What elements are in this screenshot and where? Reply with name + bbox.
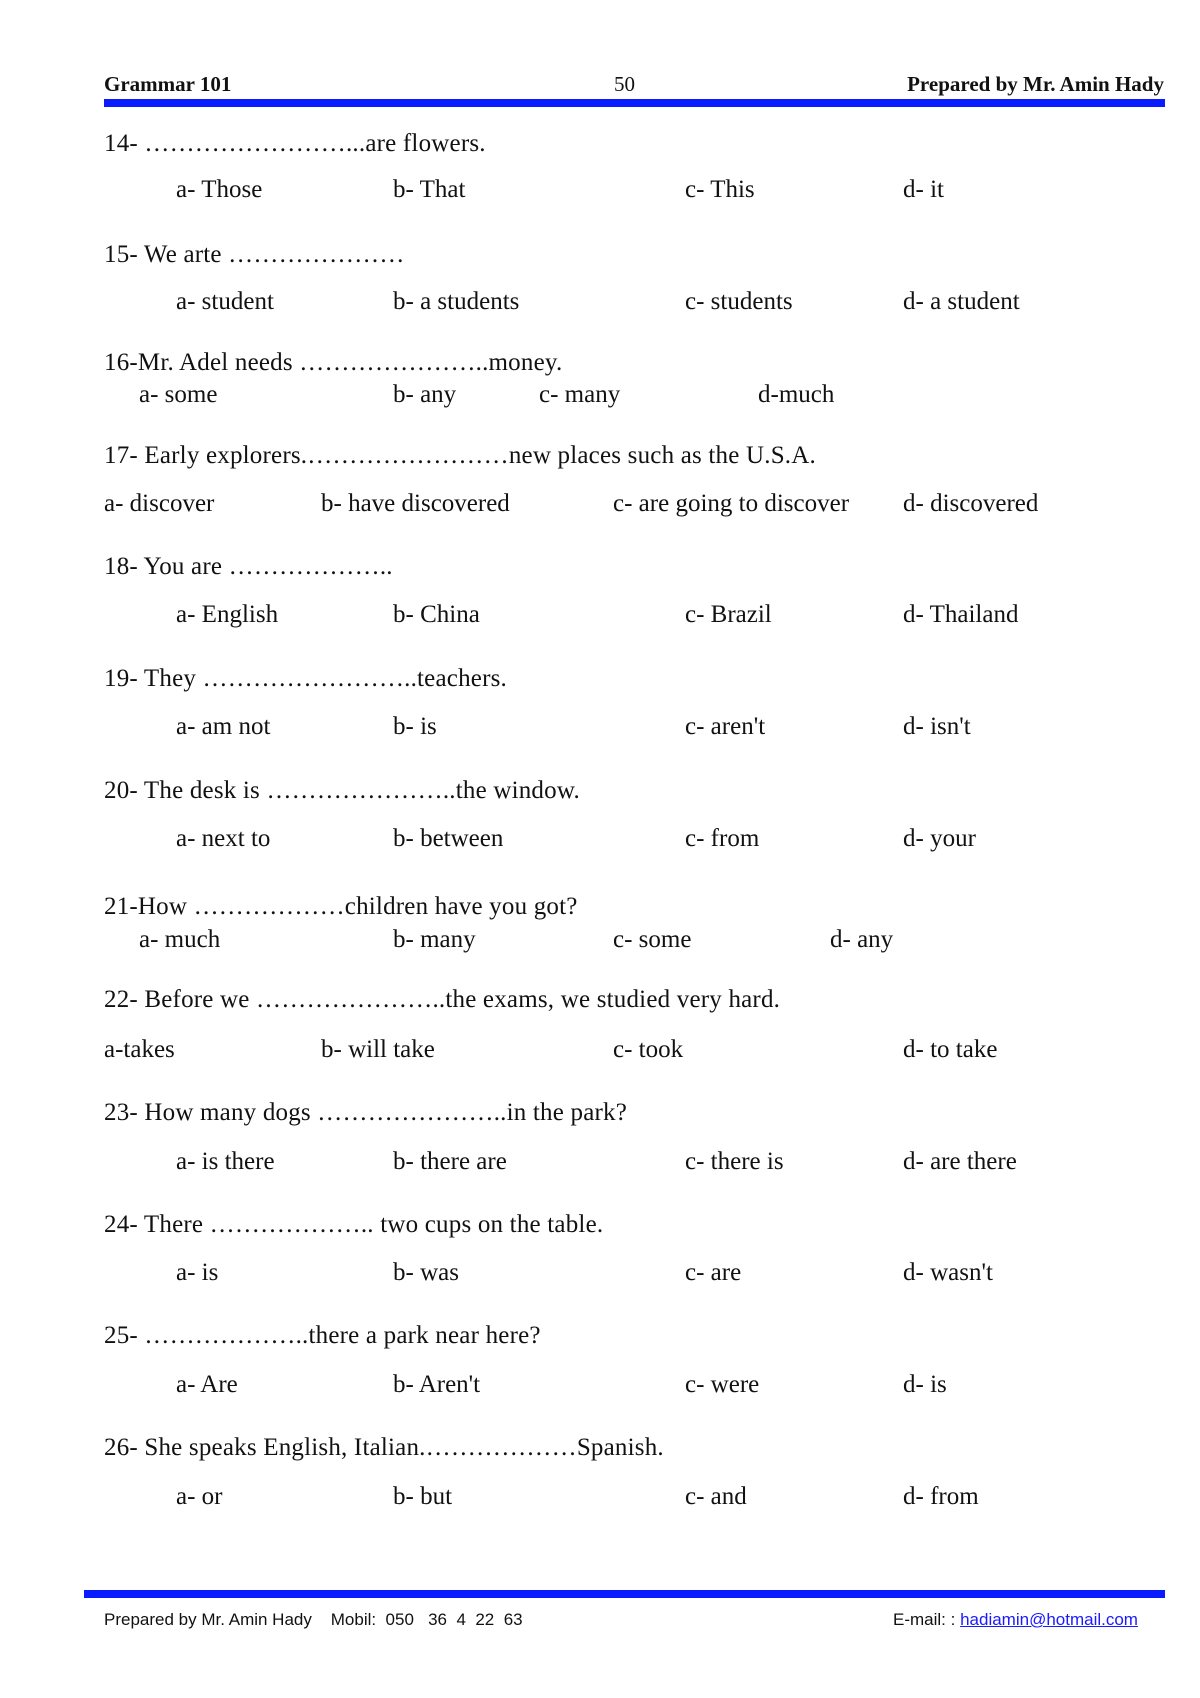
option-b[interactable]: b- will take [321, 1036, 435, 1063]
option-c[interactable]: c- took [613, 1036, 684, 1063]
option-b[interactable]: b- have discovered [321, 490, 510, 517]
option-d[interactable]: d- Thailand [903, 601, 1019, 628]
question-20: 20- The desk is …………………..the window. [104, 777, 580, 804]
option-b[interactable]: b- but [393, 1483, 453, 1510]
option-c[interactable]: c- were [685, 1371, 760, 1398]
question-23: 23- How many dogs …………………..in the park? [104, 1099, 628, 1126]
option-b[interactable]: b- a students [393, 288, 520, 315]
option-a[interactable]: a- am not [176, 713, 271, 740]
option-c[interactable]: c- students [685, 288, 793, 315]
option-b[interactable]: b- many [393, 926, 476, 953]
option-a[interactable]: a- Are [176, 1371, 238, 1398]
option-c[interactable]: c- are [685, 1259, 742, 1286]
question-14: 14- ……………………...are flowers. [104, 130, 486, 157]
option-c[interactable]: c- aren't [685, 713, 766, 740]
option-a[interactable]: a- student [176, 288, 274, 315]
question-16: 16-Mr. Adel needs …………………..money. [104, 349, 563, 376]
header-author: Prepared by Mr. Amin Hady [907, 72, 1164, 96]
question-25: 25- ………………..there a park near here? [104, 1322, 541, 1349]
option-d[interactable]: d- any [830, 926, 894, 953]
option-d[interactable]: d- are there [903, 1148, 1017, 1175]
footer-rule [84, 1590, 1165, 1598]
option-d[interactable]: d- a student [903, 288, 1020, 315]
option-c[interactable]: c- and [685, 1483, 747, 1510]
option-c[interactable]: c- This [685, 176, 755, 203]
footer-email-block [893, 1610, 1138, 1630]
email-label: E-mail: : [893, 1610, 956, 1629]
option-b[interactable]: b- That [393, 176, 466, 203]
option-c[interactable]: c- from [685, 825, 760, 852]
option-a[interactable]: a- Those [176, 176, 263, 203]
option-d[interactable]: d- isn't [903, 713, 971, 740]
option-c[interactable]: c- some [613, 926, 692, 953]
question-18: 18- You are ……………….. [104, 553, 393, 580]
question-17: 17- Early explorers.……………………new places such as the U.S.A. [104, 442, 816, 469]
option-c[interactable]: c- there is [685, 1148, 784, 1175]
option-b[interactable]: b- any [393, 381, 457, 408]
option-d[interactable]: d- is [903, 1371, 947, 1398]
option-d[interactable]: d- to take [903, 1036, 998, 1063]
option-a[interactable]: a- discover [104, 490, 215, 517]
option-d[interactable]: d- from [903, 1483, 979, 1510]
option-b[interactable]: b- between [393, 825, 504, 852]
question-21: 21-How ………………children have you got? [104, 893, 578, 920]
option-a[interactable]: a- next to [176, 825, 271, 852]
option-b[interactable]: b- Aren't [393, 1371, 481, 1398]
option-a[interactable]: a- some [139, 381, 218, 408]
option-b[interactable]: b- was [393, 1259, 459, 1286]
option-d[interactable]: d- discovered [903, 490, 1039, 517]
option-c[interactable]: c- are going to discover [613, 490, 850, 517]
header-title: Grammar 101 [104, 72, 232, 96]
option-a[interactable]: a- is there [176, 1148, 275, 1175]
question-22: 22- Before we …………………..the exams, we studied very hard. [104, 986, 781, 1013]
email-link[interactable]: hadiamin@hotmail.com [960, 1610, 1138, 1629]
option-d[interactable]: d- it [903, 176, 944, 203]
question-19: 19- They ……………………..teachers. [104, 665, 507, 692]
option-b[interactable]: b- China [393, 601, 480, 628]
question-15: 15- We arte ………………… [104, 241, 405, 268]
page-number: 50 [614, 72, 635, 96]
option-d[interactable]: d- your [903, 825, 976, 852]
question-24: 24- There ……………….. two cups on the table. [104, 1211, 604, 1238]
footer-contact: Prepared by Mr. Amin Hady Mobil: 050 36 4 22 63 [104, 1610, 523, 1629]
page-header [104, 72, 1164, 100]
question-26: 26- She speaks English, Italian.………………Spanish. [104, 1434, 664, 1461]
option-b[interactable]: b- is [393, 713, 437, 740]
option-c[interactable]: c- many [539, 381, 621, 408]
option-a[interactable]: a- much [139, 926, 221, 953]
header-rule [104, 99, 1165, 107]
option-a[interactable]: a- English [176, 601, 279, 628]
option-a[interactable]: a- or [176, 1483, 223, 1510]
option-b[interactable]: b- there are [393, 1148, 507, 1175]
option-d[interactable]: d- wasn't [903, 1259, 993, 1286]
option-a[interactable]: a- is [176, 1259, 219, 1286]
option-c[interactable]: c- Brazil [685, 601, 772, 628]
option-a[interactable]: a-takes [104, 1036, 175, 1063]
option-d[interactable]: d-much [758, 381, 835, 408]
